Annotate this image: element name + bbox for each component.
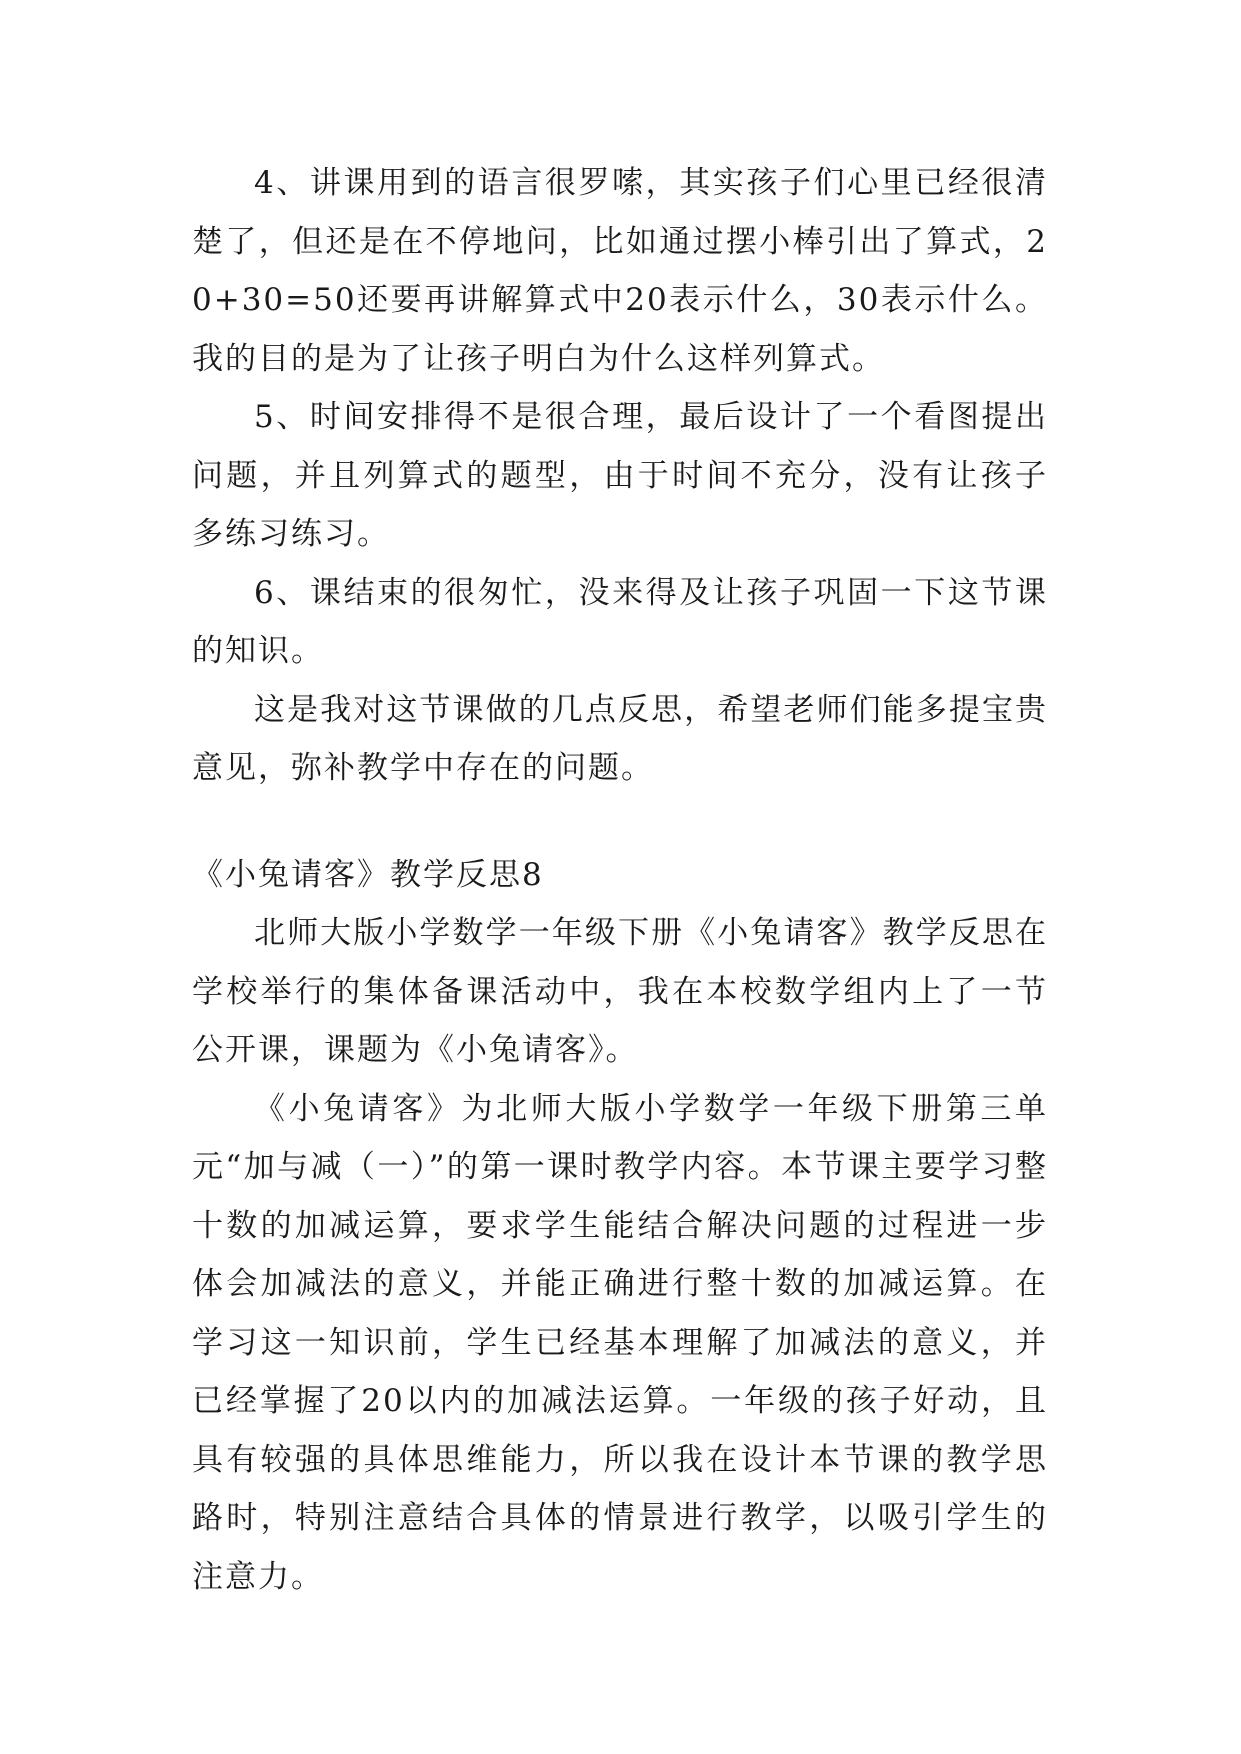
paragraph-6: 6、课结束的很匆忙，没来得及让孩子巩固一下这节课的知识。: [192, 574, 1048, 669]
paragraph-4: 4、讲课用到的语言很罗嗦，其实孩子们心里已经很清楚了，但还是在不停地问，比如通过摆小棒引出了算式，20+30=50还要再讲解算式中20表示什么，30表示什么。我的目的是为了让孩子明白为什么这样列算式。: [192, 165, 1048, 377]
paragraph-closing: 这是我对这节课做的几点反思，希望老师们能多提宝贵意见，弥补教学中存在的问题。: [192, 691, 1048, 786]
document-page: [192, 154, 1048, 1606]
paragraph-5: 5、时间安排得不是很合理，最后设计了一个看图提出问题，并且列算式的题型，由于时间不充分，没有让孩子多练习练习。: [192, 399, 1048, 552]
paragraph-intro: 北师大版小学数学一年级下册《小兔请客》教学反思在学校举行的集体备课活动中，我在本校数学组内上了一节公开课，课题为《小兔请客》。: [192, 915, 1048, 1068]
paragraph-lesson-content: 《小兔请客》为北师大版小学数学一年级下册第三单元“加与减（一）”的第一课时教学内容。本节课主要学习整十数的加减运算，要求学生能结合解决问题的过程进一步体会加减法的意义，并能正确进行整十数的加减运算。在学习这一知识前，学生已经基本理解了加减法的意义，并已经掌握了20以内的加减法运算。一年级的孩子好动，且具有较强的具体思维能力，所以我在设计本节课的教学思路时，特别注意结合具体的情景进行教学，以吸引学生的注意力。: [192, 1090, 1048, 1595]
section-title: 《小兔请客》教学反思8: [192, 856, 544, 893]
